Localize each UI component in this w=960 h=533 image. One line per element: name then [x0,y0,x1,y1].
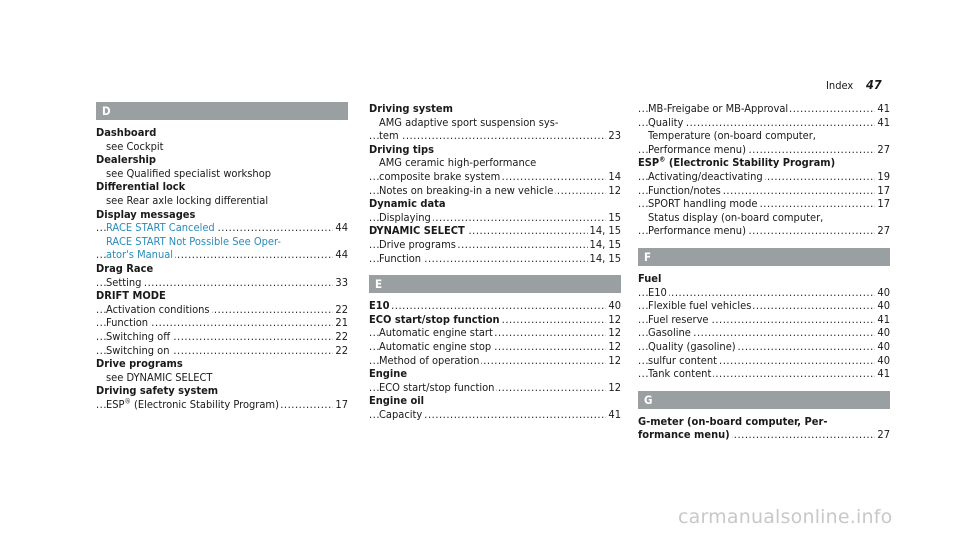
entry-term: see DYNAMIC SELECT [106,370,213,384]
index-column-2 [369,102,621,421]
entry-text [648,170,765,183]
index-entry [369,224,621,238]
page-number: 47 [866,77,882,92]
page-reference: 41 [877,115,890,129]
entry-text [106,371,214,384]
entry-link-text[interactable] [106,235,283,248]
entry-term: Activation conditions [106,302,210,316]
page-reference: 17 [877,197,890,211]
entry-text [648,116,685,129]
index-entry [96,262,348,276]
entry-text [369,143,436,156]
entry-term: ESP [638,156,660,170]
entry-text [638,415,829,428]
index-subentry [638,299,890,313]
page-reference: 44 [335,221,348,235]
entry-term: AMG adaptive sport suspension sys- [379,115,559,129]
index-subentry [638,129,890,143]
registered-mark: ® [124,397,131,406]
index-entry [96,289,348,303]
entry-text [379,170,502,183]
entry-text [648,313,711,326]
entry-text [379,354,481,367]
entry-term: Engine oil [369,394,425,408]
entry-term: G-meter (on-board computer, Per- [638,414,828,428]
entry-text [648,143,748,156]
index-entry [369,313,621,327]
entry-term: Switching off [106,329,171,343]
entry-term: Performance menu) [648,224,746,238]
index-subentry [369,354,621,368]
index-entry [96,153,348,167]
entry-term: Driving tips [369,142,435,156]
entry-text [379,156,538,169]
entry-text [638,428,732,441]
entry-text [96,180,187,193]
entry-term: ECO start/stop function [379,380,495,394]
index-subentry [638,211,890,225]
entry-term: Drag Race [96,261,154,275]
index-subentry [369,252,621,266]
section-header-d: D [96,102,348,120]
page-reference: 22 [335,329,348,343]
entry-term: ESP [106,397,125,411]
entry-text [96,153,158,166]
entry-text [369,197,448,210]
entry-link-text[interactable] [106,248,175,261]
page-reference: 12 [608,326,621,340]
index-subentry [638,286,890,300]
index-entry [96,126,348,140]
entry-text [369,299,392,312]
index-subentry [369,408,621,422]
entry-term: Drive programs [379,237,456,251]
index-subentry [638,116,890,130]
index-subentry [638,197,890,211]
index-subentry [638,102,890,116]
entry-term: RACE START Not Possible See Oper- [106,234,281,248]
entry-term: RACE START Canceled [106,221,215,235]
entry-term: Temperature (on-board computer, [648,129,816,143]
entry-term: Dealership [96,153,157,167]
entry-text [106,140,166,153]
entry-text [106,276,143,289]
index-subentry [369,170,621,184]
entry-text [648,129,818,142]
entry-term: Fuel [638,271,662,285]
page-reference: 33 [335,275,348,289]
entry-text [106,330,172,343]
index-subentry [638,326,890,340]
page-reference: 22 [335,343,348,357]
page-reference: 19 [877,169,890,183]
entry-text [638,156,837,169]
page-reference: 14, 15 [589,251,621,265]
index-subentry [96,276,348,290]
page-reference: 14 [608,169,621,183]
index-entry [96,384,348,398]
entry-term: see Cockpit [106,139,164,153]
index-subentry [96,344,348,358]
index-subentry [369,340,621,354]
page-reference: 40 [608,299,621,313]
page-reference: 40 [877,339,890,353]
entry-term-continued: (Electronic Stability Program) [665,156,836,170]
index-entry [369,102,621,116]
entry-term: formance menu) [638,428,730,442]
entry-text [96,289,168,302]
page-reference: 40 [877,326,890,340]
entry-term: E10 [369,299,390,313]
entry-term: see Rear axle locking differential [106,193,269,207]
entry-text [379,184,555,197]
page-reference: 12 [608,353,621,367]
entry-text [648,197,759,210]
entry-text [648,340,738,353]
entry-term: tem [379,129,399,143]
entry-term: Gasoline [648,326,691,340]
page-reference: 22 [335,302,348,316]
page-reference: 40 [877,299,890,313]
entry-text [648,286,669,299]
index-subentry [96,167,348,181]
entry-text [96,208,197,221]
registered-mark: ® [659,156,666,164]
entry-text [379,211,433,224]
entry-term: Dashboard [96,126,157,139]
index-column-3 [638,102,890,442]
entry-term: Tank content [648,367,712,381]
index-subentry [638,354,890,368]
entry-term: Automatic engine start [379,326,493,340]
entry-term: MB-Freigabe or MB-Approval [648,102,789,115]
entry-text [106,344,172,357]
entry-term: Drive programs [96,357,183,371]
index-subentry [96,371,348,385]
entry-term-continued: (Electronic Stability Program) [130,397,279,411]
page-reference: 21 [335,316,348,330]
index-subentry [369,156,621,170]
page-reference: 15 [608,210,621,224]
entry-term: Function/notes [648,183,721,197]
entry-term: Engine [369,367,408,381]
entry-text [369,394,426,407]
index-entry [369,143,621,157]
watermark: carmanualsonline.info [678,506,893,528]
entry-text [648,299,753,312]
section-header-f: F [638,248,890,266]
entry-text [369,313,502,326]
entry-term: see Qualified specialist workshop [106,166,272,180]
entry-term: Driving safety system [96,384,219,398]
page-reference: 12 [608,380,621,394]
entry-text [379,238,458,251]
entry-term: Driving system [369,102,453,115]
entry-term: Switching on [106,343,170,357]
entry-term: Display messages [96,207,196,221]
entry-term: Function [379,251,422,265]
index-subentry [369,129,621,143]
index-subentry [369,211,621,225]
index-entry [369,367,621,381]
entry-term: Flexible fuel vehicles [648,299,752,313]
entry-term: Setting [106,275,142,289]
index-subentry [369,238,621,252]
index-entry [638,415,890,429]
index-subentry[interactable] [96,248,348,262]
index-entry [638,428,890,442]
entry-text [379,381,496,394]
index-subentry [369,326,621,340]
page-reference: 17 [877,183,890,197]
entry-text [106,316,150,329]
section-header-e: E [369,275,621,293]
index-entry [369,197,621,211]
index-subentry [638,170,890,184]
page-reference: 41 [877,367,890,381]
page-reference: 14, 15 [589,237,621,251]
page-reference: 41 [877,102,890,115]
index-entry [369,299,621,313]
index-subentry [96,194,348,208]
entry-text [648,211,825,224]
entry-term: Quality (gasoline) [648,339,736,353]
index-subentry [638,184,890,198]
entry-text [648,326,693,339]
entry-term: Capacity [379,407,423,421]
index-subentry [638,313,890,327]
entry-text [648,102,790,115]
entry-text [648,367,713,380]
entry-term: Notes on breaking-in a new vehicle [379,183,554,197]
page-reference: 17 [335,397,348,411]
entry-text [648,184,723,197]
entry-term: composite brake system [379,169,501,183]
entry-text [379,326,495,339]
entry-term: DRIFT MODE [96,289,166,303]
entry-text [379,408,424,421]
entry-text [648,224,748,237]
index-subentry [369,381,621,395]
index-column-1 [96,102,348,411]
entry-term: ator's Manual [106,248,174,262]
entry-term: SPORT handling mode [648,197,758,211]
entry-term: Fuel reserve [648,312,709,326]
page-reference: 40 [877,285,890,299]
entry-term: E10 [648,285,667,299]
index-entry [96,208,348,222]
index-subentry [638,367,890,381]
index-entry [638,272,890,286]
entry-text [369,224,467,237]
index-subentry [638,224,890,238]
entry-term: AMG ceramic high-performance [379,156,537,170]
page-reference: 44 [335,248,348,262]
page-reference: 40 [877,353,890,367]
index-subentry [96,303,348,317]
entry-text [106,167,273,180]
entry-text [96,384,220,397]
index-subentry[interactable] [96,221,348,235]
index-entry [369,394,621,408]
entry-term: Function [106,316,149,330]
index-subentry [638,143,890,157]
entry-term: sulfur content [648,353,718,367]
index-subentry[interactable] [96,235,348,249]
index-subentry [369,184,621,198]
entry-text [379,252,423,265]
entry-term: Displaying [379,210,431,224]
index-subentry [96,316,348,330]
page-reference: 12 [608,183,621,197]
entry-term: ECO start/stop function [369,312,500,326]
entry-text [106,398,281,411]
page-reference: 12 [608,339,621,353]
index-entry [96,357,348,371]
entry-text [379,340,493,353]
page-index-label: Index [826,79,854,92]
index-subentry [96,140,348,154]
entry-text [96,126,158,139]
index-entry [638,156,890,170]
entry-text [106,303,212,316]
entry-text [379,116,560,129]
entry-text [648,354,719,367]
page-reference: 23 [608,129,621,143]
entry-term: Method of operation [379,353,480,367]
entry-term: Dynamic data [369,197,446,211]
index-entry [96,180,348,194]
section-header-g: G [638,391,890,409]
entry-text [96,262,155,275]
index-subentry [638,340,890,354]
index-subentry [96,330,348,344]
entry-term: DYNAMIC SELECT [369,224,465,238]
index-subentry [96,398,348,412]
entry-text [96,357,185,370]
page-reference: 41 [877,312,890,326]
entry-term: Differential lock [96,180,186,194]
entry-text [106,194,270,207]
page-reference: 14, 15 [589,224,621,238]
entry-link-text[interactable] [106,221,217,234]
entry-term: Activating/deactivating [648,169,763,183]
index-subentry [369,116,621,130]
entry-text [369,367,409,380]
page-reference: 12 [608,312,621,326]
page-reference: 41 [608,407,621,421]
entry-term: Quality [648,115,684,129]
page-reference: 27 [877,142,890,156]
page-reference: 27 [877,224,890,238]
entry-text [379,129,401,142]
entry-term: Status display (on-board computer, [648,210,824,224]
entry-text [638,272,663,285]
entry-term: Automatic engine stop [379,339,492,353]
entry-term: Performance menu) [648,142,746,156]
entry-text [369,102,455,115]
page-reference: 27 [877,428,890,442]
